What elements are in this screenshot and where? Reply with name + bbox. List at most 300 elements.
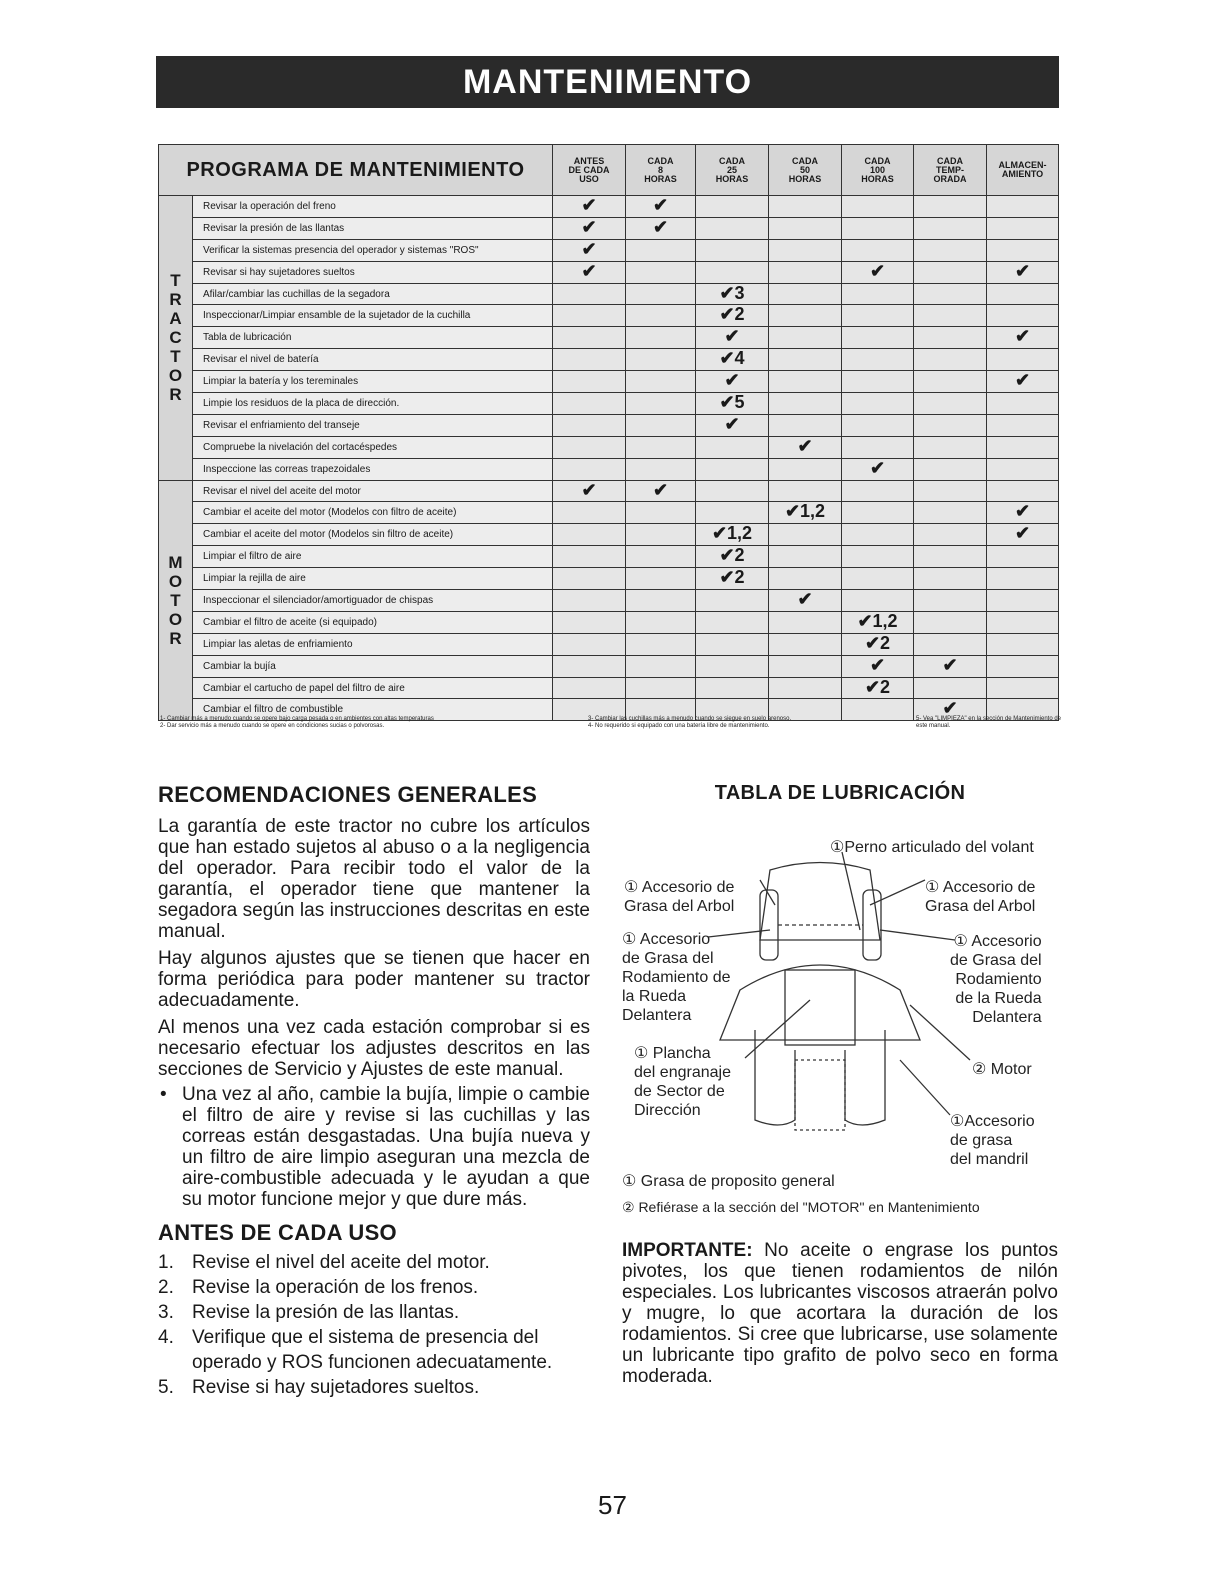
table-row xyxy=(159,502,1059,524)
interval-cell xyxy=(987,414,1059,436)
interval-cell xyxy=(696,283,769,305)
task-cell: Tabla de lubricación xyxy=(193,327,553,349)
interval-cell xyxy=(842,677,914,699)
interval-cell xyxy=(626,655,696,677)
interval-cell xyxy=(987,611,1059,633)
interval-cell xyxy=(553,677,626,699)
task-cell: Revisar la operación del freno xyxy=(193,196,553,218)
interval-cell xyxy=(626,261,696,283)
list-item xyxy=(158,1250,590,1275)
interval-cell xyxy=(696,655,769,677)
list-text: Revise el nivel del aceite del motor. xyxy=(192,1252,490,1273)
check-mark: ✔ xyxy=(581,238,597,259)
interval-cell xyxy=(914,677,987,699)
interval-cell xyxy=(553,261,626,283)
col-header-line: CADA xyxy=(647,155,674,166)
check-mark: ✔5 xyxy=(719,391,745,412)
interval-cell xyxy=(987,524,1059,546)
task-cell: Cambiar la bujía xyxy=(193,655,553,677)
interval-cell xyxy=(987,261,1059,283)
interval-cell xyxy=(696,414,769,436)
interval-cell xyxy=(914,568,987,590)
list-item xyxy=(158,1375,590,1400)
interval-cell xyxy=(626,546,696,568)
interval-cell xyxy=(842,349,914,371)
interval-cell xyxy=(769,590,842,612)
task-cell: Cambiar el cartucho de papel del filtro de aire xyxy=(193,677,553,699)
interval-cell xyxy=(626,217,696,239)
col-header-line: 25 xyxy=(726,164,737,175)
side-letter: T xyxy=(170,590,181,610)
interval-cell xyxy=(987,677,1059,699)
interval-cell xyxy=(769,480,842,502)
interval-cell xyxy=(914,655,987,677)
interval-cell xyxy=(914,261,987,283)
table-row xyxy=(159,283,1059,305)
check-mark: ✔ xyxy=(652,194,669,215)
bullet-text: Una vez al año, cambie la bujía, limpie o cambie el filtro de aire y revise si las cuchillas y las correas están desgastadas. Una bujía nueva y un filtro de aire limpio aseguran una mezcla de aire-combustible adecuada y le ayudan a que su motor funcione mejor y que dure más. xyxy=(182,1084,590,1210)
table-row xyxy=(159,436,1059,458)
interval-cell xyxy=(626,239,696,261)
list-number: 4. xyxy=(158,1327,174,1348)
col-header-line: CADA xyxy=(937,155,963,166)
interval-cell xyxy=(626,436,696,458)
tractor-side-label xyxy=(159,196,193,481)
interval-cell xyxy=(553,327,626,349)
interval-cell xyxy=(842,283,914,305)
interval-cell xyxy=(914,305,987,327)
check-mark: ✔2 xyxy=(864,676,891,697)
col-header-line: HORAS xyxy=(644,173,677,184)
interval-cell xyxy=(842,546,914,568)
table-row xyxy=(159,217,1059,239)
col-header-line: 8 xyxy=(657,164,663,175)
interval-cell xyxy=(987,502,1059,524)
schedule-title: PROGRAMA DE MANTENIMIENTO xyxy=(159,145,553,196)
check-mark: ✔ xyxy=(724,370,740,391)
interval-cell xyxy=(769,568,842,590)
interval-cell xyxy=(626,393,696,415)
col-header-line: 50 xyxy=(799,164,810,175)
list-number: 5. xyxy=(158,1377,174,1398)
interval-cell xyxy=(626,480,696,502)
check-mark: ✔1,2 xyxy=(857,610,898,631)
interval-cell xyxy=(987,546,1059,568)
interval-cell xyxy=(842,217,914,239)
interval-cell xyxy=(842,261,914,283)
motor-side-label xyxy=(159,480,193,721)
interval-cell xyxy=(987,327,1059,349)
interval-cell xyxy=(987,633,1059,655)
list-item xyxy=(158,1275,590,1300)
task-cell: Cambiar el filtro de combustible xyxy=(193,699,553,721)
list-item xyxy=(158,1325,590,1375)
interval-cell xyxy=(987,349,1059,371)
interval-cell xyxy=(914,196,987,218)
recomendaciones-body xyxy=(158,816,590,1210)
task-cell: Cambiar el aceite del motor (Modelos con filtro de aceite) xyxy=(193,502,553,524)
interval-cell xyxy=(769,261,842,283)
task-cell: Cambiar el aceite del motor (Modelos sin filtro de aceite) xyxy=(193,524,553,546)
check-mark: ✔ xyxy=(869,260,886,281)
task-cell: Cambiar el filtro de aceite (si equipado) xyxy=(193,611,553,633)
transaxle xyxy=(795,1060,845,1130)
interval-cell xyxy=(696,590,769,612)
interval-cell xyxy=(842,568,914,590)
schedule-col-header xyxy=(626,145,696,196)
label-rueda-left: ① Accesorio de Grasa del Rodamiento de la Rueda Delantera xyxy=(622,931,731,1024)
interval-cell xyxy=(842,502,914,524)
legend-motor: ② Refiérase a la sección del "MOTOR" en Mantenimiento xyxy=(622,1199,980,1215)
interval-cell xyxy=(696,502,769,524)
check-mark: ✔1,2 xyxy=(711,523,753,544)
footnotes-middle xyxy=(588,716,908,730)
interval-cell xyxy=(769,655,842,677)
interval-cell xyxy=(696,371,769,393)
interval-cell xyxy=(914,327,987,349)
side-letter: M xyxy=(168,552,183,572)
interval-cell xyxy=(769,502,842,524)
interval-cell xyxy=(696,611,769,633)
table-row xyxy=(159,414,1059,436)
interval-cell xyxy=(553,524,626,546)
interval-cell xyxy=(769,239,842,261)
task-cell: Inspeccione las correas trapezoidales xyxy=(193,458,553,480)
interval-cell xyxy=(696,677,769,699)
interval-cell xyxy=(987,196,1059,218)
interval-cell xyxy=(553,611,626,633)
recomendaciones-p2: Hay algunos ajustes que se tienen que hacer en forma periódica para poder mantener su tractor adecuadamente. xyxy=(158,948,590,1011)
interval-cell xyxy=(769,349,842,371)
table-row xyxy=(159,371,1059,393)
interval-cell xyxy=(696,349,769,371)
col-header-line: HORAS xyxy=(715,173,749,184)
interval-cell xyxy=(987,436,1059,458)
page-number: 57 xyxy=(598,1490,627,1520)
interval-cell xyxy=(553,217,626,239)
leader-arbol-r xyxy=(870,880,925,905)
schedule-col-header xyxy=(696,145,769,196)
interval-cell xyxy=(914,546,987,568)
schedule-col-header xyxy=(914,145,987,196)
interval-cell xyxy=(553,305,626,327)
interval-cell xyxy=(626,524,696,546)
side-letter: O xyxy=(168,366,183,386)
leader-rueda-r xyxy=(880,930,955,940)
col-header-line: USO xyxy=(579,173,599,184)
interval-cell xyxy=(696,546,769,568)
check-mark: ✔ xyxy=(797,435,813,456)
check-mark: ✔ xyxy=(652,216,669,237)
interval-cell xyxy=(842,305,914,327)
label-perno: ①Perno articulado del volant xyxy=(830,839,1034,856)
interval-cell xyxy=(987,568,1059,590)
schedule-col-header xyxy=(842,145,914,196)
interval-cell xyxy=(914,524,987,546)
interval-cell xyxy=(987,655,1059,677)
col-header-line: CADA xyxy=(792,155,818,166)
interval-cell xyxy=(769,458,842,480)
interval-cell xyxy=(553,568,626,590)
interval-cell xyxy=(626,196,696,218)
interval-cell xyxy=(553,349,626,371)
check-mark: ✔ xyxy=(869,457,886,478)
interval-cell xyxy=(626,305,696,327)
interval-cell xyxy=(769,546,842,568)
interval-cell xyxy=(553,371,626,393)
list-text: Revise la operación de los frenos. xyxy=(192,1277,479,1298)
interval-cell xyxy=(553,655,626,677)
interval-cell xyxy=(553,196,626,218)
interval-cell xyxy=(626,677,696,699)
list-text: Revise si hay sujetadores sueltos. xyxy=(192,1377,480,1398)
table-row xyxy=(159,524,1059,546)
check-mark: ✔ xyxy=(1014,326,1031,347)
check-mark: ✔ xyxy=(581,216,597,237)
list-text: Verifique que el sistema de presencia del operado y ROS funcionen adecuatamente. xyxy=(192,1327,553,1373)
task-cell: Revisar la presión de las llantas xyxy=(193,217,553,239)
list-number: 2. xyxy=(158,1277,174,1298)
table-row xyxy=(159,261,1059,283)
col-header-line: HORAS xyxy=(861,173,894,184)
side-letter: R xyxy=(169,628,182,648)
interval-cell xyxy=(696,393,769,415)
label-rueda-right: ① Accesorio de Grasa del Rodamiento de la Rueda Delantera xyxy=(950,933,1042,1026)
check-mark: ✔ xyxy=(581,260,597,281)
interval-cell xyxy=(626,371,696,393)
interval-cell xyxy=(626,414,696,436)
check-mark: ✔1,2 xyxy=(784,501,826,522)
interval-cell xyxy=(553,436,626,458)
interval-cell xyxy=(696,568,769,590)
interval-cell xyxy=(842,655,914,677)
check-mark: ✔ xyxy=(1014,260,1031,281)
leader-perno xyxy=(842,852,860,930)
interval-cell xyxy=(842,414,914,436)
side-letter: A xyxy=(169,309,182,329)
interval-cell xyxy=(914,436,987,458)
task-cell: Verificar la sistemas presencia del operador y sistemas "ROS" xyxy=(193,239,553,261)
check-mark: ✔2 xyxy=(719,545,745,566)
task-cell: Inspeccionar el silenciador/amortiguador de chispas xyxy=(193,590,553,612)
recomendaciones-p1: La garantía de este tractor no cubre los artículos que han estado sujetos al abuso o a la negligencia del operador. Para recibir todo el valor de la garantía, el operador tiene que mantener la segadora según las instrucciones descritas en este manual. xyxy=(158,816,590,942)
recomendaciones-bullet xyxy=(158,1084,590,1210)
table-row xyxy=(159,546,1059,568)
interval-cell xyxy=(769,414,842,436)
interval-cell xyxy=(914,283,987,305)
interval-cell xyxy=(553,633,626,655)
check-mark: ✔ xyxy=(581,479,597,500)
footnote-1: 1- Cambiar más a menudo cuando se opere bajo carga pesada o en ambientes con altas temperaturas xyxy=(160,716,434,722)
col-header-line: ANTES xyxy=(573,155,605,166)
banner-title: MANTENIMENTO xyxy=(462,62,753,101)
antes-heading: ANTES DE CADA USO xyxy=(158,1220,397,1245)
check-mark: ✔2 xyxy=(864,632,891,653)
list-text: Revise la presión de las llantas. xyxy=(192,1302,460,1323)
interval-cell xyxy=(626,611,696,633)
interval-cell xyxy=(696,524,769,546)
interval-cell xyxy=(553,414,626,436)
interval-cell xyxy=(553,546,626,568)
interval-cell xyxy=(842,524,914,546)
interval-cell xyxy=(769,196,842,218)
side-letter: R xyxy=(169,385,182,405)
side-letter: R xyxy=(169,290,182,310)
task-cell: Inspeccionar/Limpiar ensamble de la sujetador de la cuchilla xyxy=(193,305,553,327)
check-mark: ✔ xyxy=(1014,501,1031,522)
side-letter: O xyxy=(168,571,183,591)
table-row xyxy=(159,305,1059,327)
list-item xyxy=(158,1300,590,1325)
interval-cell xyxy=(696,305,769,327)
task-cell: Afilar/cambiar las cuchillas de la segadora xyxy=(193,283,553,305)
interval-cell xyxy=(626,283,696,305)
interval-cell xyxy=(987,590,1059,612)
interval-cell xyxy=(553,480,626,502)
interval-cell xyxy=(914,393,987,415)
interval-cell xyxy=(987,458,1059,480)
interval-cell xyxy=(842,327,914,349)
interval-cell xyxy=(914,349,987,371)
interval-cell xyxy=(842,458,914,480)
interval-cell xyxy=(769,327,842,349)
task-cell: Revisar el nivel del aceite del motor xyxy=(193,480,553,502)
table-row xyxy=(159,196,1059,218)
interval-cell xyxy=(769,633,842,655)
interval-cell xyxy=(696,217,769,239)
task-cell: Revisar si hay sujetadores sueltos xyxy=(193,261,553,283)
check-mark: ✔2 xyxy=(719,304,745,325)
table-row xyxy=(159,239,1059,261)
task-cell: Limpiar el filtro de aire xyxy=(193,546,553,568)
interval-cell xyxy=(914,633,987,655)
table-row xyxy=(159,590,1059,612)
list-number: 1. xyxy=(158,1252,174,1273)
table-row xyxy=(159,611,1059,633)
footnote-5: 5- Vea "LIMPIEZA" en la sección de Mantenimiento de este manual. xyxy=(916,716,1062,729)
interval-cell xyxy=(553,502,626,524)
interval-cell xyxy=(626,502,696,524)
interval-cell xyxy=(914,217,987,239)
interval-cell xyxy=(626,590,696,612)
interval-cell xyxy=(842,239,914,261)
interval-cell xyxy=(626,633,696,655)
check-mark: ✔ xyxy=(652,479,669,500)
leader-plancha xyxy=(745,1000,810,1058)
interval-cell xyxy=(914,239,987,261)
recomendaciones-p3: Al menos una vez cada estación comprobar si es necesario efectuar los adjustes descritos en las secciones de Servicio y Ajustes de este manual. xyxy=(158,1017,590,1080)
interval-cell xyxy=(769,371,842,393)
chassis xyxy=(785,970,855,1045)
footnote-2: 2- Dar servicio más a menudo cuando se opere en condiciones sucias o polvorosas. xyxy=(160,723,385,729)
interval-cell xyxy=(769,611,842,633)
table-row xyxy=(159,677,1059,699)
interval-cell xyxy=(696,480,769,502)
side-letter: T xyxy=(170,347,181,367)
col-header-line: ORADA xyxy=(933,173,967,184)
col-header-line: CADA xyxy=(864,155,891,166)
interval-cell xyxy=(696,239,769,261)
check-mark: ✔2 xyxy=(719,567,745,588)
label-plancha: ① Plancha del engranaje de Sector de Dirección xyxy=(634,1045,731,1119)
interval-cell xyxy=(626,458,696,480)
label-mandril: ①Accesorio de grasa del mandril xyxy=(950,1113,1035,1168)
schedule-col-header xyxy=(769,145,842,196)
task-cell: Revisar el enfriamiento del transeje xyxy=(193,414,553,436)
check-mark: ✔ xyxy=(942,698,958,719)
task-cell: Limpiar las aletas de enfriamiento xyxy=(193,633,553,655)
interval-cell xyxy=(914,611,987,633)
interval-cell xyxy=(696,458,769,480)
interval-cell xyxy=(553,458,626,480)
interval-cell xyxy=(987,305,1059,327)
check-mark: ✔ xyxy=(724,326,740,347)
lubricacion-heading: TABLA DE LUBRICACIÓN xyxy=(714,782,966,804)
interval-cell xyxy=(842,590,914,612)
interval-cell xyxy=(769,524,842,546)
interval-cell xyxy=(626,349,696,371)
interval-cell xyxy=(987,283,1059,305)
label-arbol-right: ① Accesorio de Grasa del Arbol xyxy=(925,879,1036,915)
table-row xyxy=(159,327,1059,349)
interval-cell xyxy=(769,305,842,327)
interval-cell xyxy=(842,371,914,393)
importante-note xyxy=(622,1240,1058,1387)
bullet-dot: • xyxy=(160,1084,167,1105)
table-row xyxy=(159,655,1059,677)
section-banner xyxy=(156,56,1059,108)
task-cell: Compruebe la nivelación del cortacéspedes xyxy=(193,436,553,458)
interval-cell xyxy=(987,371,1059,393)
interval-cell xyxy=(842,196,914,218)
check-mark: ✔ xyxy=(942,654,958,675)
interval-cell xyxy=(987,480,1059,502)
interval-cell xyxy=(696,633,769,655)
footnote-3: 3- Cambiar las cuchillas más a menudo cuando se siegue en suelo arenoso. xyxy=(588,716,792,722)
check-mark: ✔ xyxy=(1014,523,1031,544)
interval-cell xyxy=(842,393,914,415)
interval-cell xyxy=(914,414,987,436)
interval-cell xyxy=(553,239,626,261)
table-row xyxy=(159,568,1059,590)
interval-cell xyxy=(553,590,626,612)
recomendaciones-heading: RECOMENDACIONES GENERALES xyxy=(158,782,538,807)
check-mark: ✔ xyxy=(724,413,740,434)
task-cell: Limpie los residuos de la placa de dirección. xyxy=(193,393,553,415)
schedule-col-header xyxy=(987,145,1059,196)
table-row xyxy=(159,349,1059,371)
interval-cell xyxy=(914,480,987,502)
table-row xyxy=(159,393,1059,415)
interval-cell xyxy=(553,393,626,415)
interval-cell xyxy=(914,590,987,612)
interval-cell xyxy=(914,371,987,393)
task-cell: Limpiar la rejilla de aire xyxy=(193,568,553,590)
interval-cell xyxy=(769,436,842,458)
task-cell: Revisar el nivel de batería xyxy=(193,349,553,371)
side-letter: C xyxy=(169,328,182,348)
interval-cell xyxy=(696,436,769,458)
col-header-line: CADA xyxy=(719,155,745,166)
importante-label: IMPORTANTE: xyxy=(622,1240,753,1261)
table-row xyxy=(159,633,1059,655)
deck-outline xyxy=(720,965,920,1040)
check-mark: ✔ xyxy=(869,654,886,675)
side-letter: T xyxy=(170,271,181,291)
interval-cell xyxy=(769,677,842,699)
list-number: 3. xyxy=(158,1302,174,1323)
label-arbol-left: ① Accesorio de Grasa del Arbol xyxy=(624,879,735,915)
